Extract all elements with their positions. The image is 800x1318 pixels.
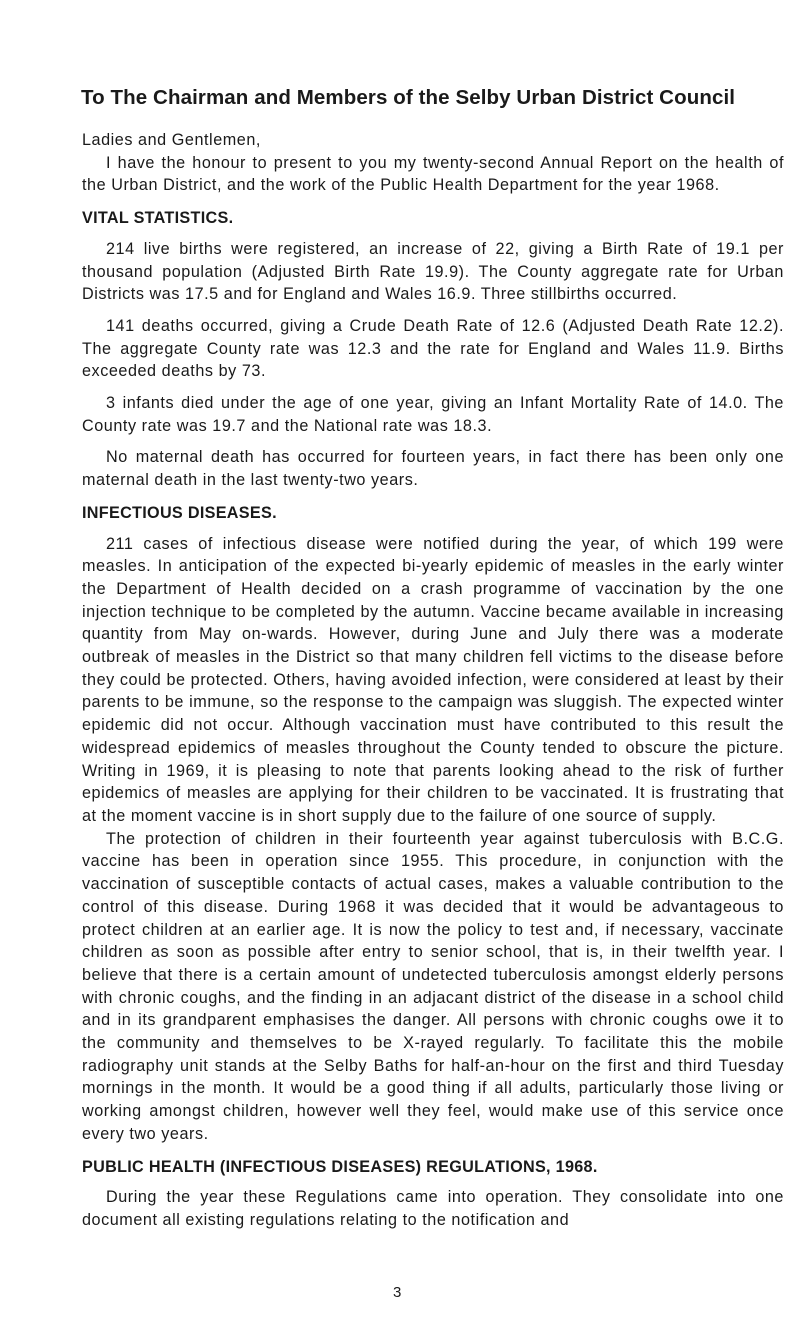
maternal-death-paragraph: No maternal death has occurred for fourteen years, in fact there has been only one maternal death in the last twenty-two years. xyxy=(82,448,784,490)
infectious-diseases-heading: INFECTIOUS DISEASES. xyxy=(82,503,277,522)
tuberculosis-paragraph: The protection of children in their fourteenth year against tuberculosis with B.C.G. vaccine has been in operation since 1955. This procedure, in conjunction with the vaccination of susceptible contacts of actual cases, makes a valuable contribution to the control of this disease. During 1968 it was decided that it would be advantageous to protect children at an earlier age. It is now the policy to test and, if necessary, vaccinate children as soon as possible after entry to senior school, that is, in their twelfth year. I believe that there is a certain amount of undetected tuberculosis amongst elderly persons with chronic coughs, and the finding in an adjacant district of the disease in a school child and in its grandparent emphasises the danger. All persons with chronic coughs owe it to the community and themselves to be X-rayed regularly. To facilitate this the mobile radiography unit stands at the Selby Baths for half-an-hour on the first and third Tuesday mornings in the month. It would be a good thing if all adults, particularly those living or working amongst children, however well they feel, would make use of this service once every two years. xyxy=(82,829,784,1143)
vital-statistics-heading: VITAL STATISTICS. xyxy=(82,209,234,228)
infant-mortality-paragraph: 3 infants died under the age of one year, giving an Infant Mortality Rate of 14.0. The County rate was 19.7 and the National rate was 18.3. xyxy=(82,394,784,435)
regulations-heading: PUBLIC HEALTH (INFECTIOUS DISEASES) REGULATIONS, 1968. xyxy=(82,1157,598,1176)
salutation: Ladies and Gentlemen, xyxy=(82,131,261,149)
measles-paragraph: 211 cases of infectious disease were notified during the year, of which 199 were measles. In anticipation of the expected bi-yearly epidemic of measles in the early winter the Department of Health decided on a crash programme of vaccination by the one injection technique to be completed by the autumn. Vaccine became available in increasing quantity from May on-wards. However, during June and July there was a moderate outbreak of measles in the District so that many children fell victims to the disease before they could be protected. Others, having avoided infection, were considered at least by their parents to be immune, so the response to the campaign was sluggish. The expected winter epidemic did not occur. Although vaccination must have contributed to this result the widespread epidemics of measles throughout the County tended to obscure the picture. Writing in 1969, it is pleasing to note that parents looking ahead to the risk of further epidemics of measles are applying for their children to be vaccinated. It is frustrating that at the moment vaccine is in short supply due to the failure of one source of supply. xyxy=(82,534,784,825)
regulations-paragraph: During the year these Regulations came into operation. They consolidate into one document all existing regulations relating to the notification and xyxy=(82,1188,784,1229)
deaths-paragraph: 141 deaths occurred, giving a Crude Death Rate of 12.6 (Adjusted Death Rate 12.2). The aggregate County rate was 12.3 and the rate for England and Wales 11.9. Births exceeded deaths by 73. xyxy=(82,316,784,381)
report-body xyxy=(82,129,784,1232)
page-title: To The Chairman and Members of the Selby Urban District Council xyxy=(81,86,736,109)
births-paragraph: 214 live births were registered, an increase of 22, giving a Birth Rate of 19.1 per thousand population (Adjusted Birth Rate 19.9). The County aggregate rate for Urban Districts was 17.5 and for England and Wales 16.9. Three stillbirths occurred. xyxy=(82,239,784,304)
page-number: 3 xyxy=(393,1284,402,1301)
intro-paragraph: I have the honour to present to you my twenty-second Annual Report on the health of the Urban District, and the work of the Public Health Department for the year 1968. xyxy=(82,153,784,195)
